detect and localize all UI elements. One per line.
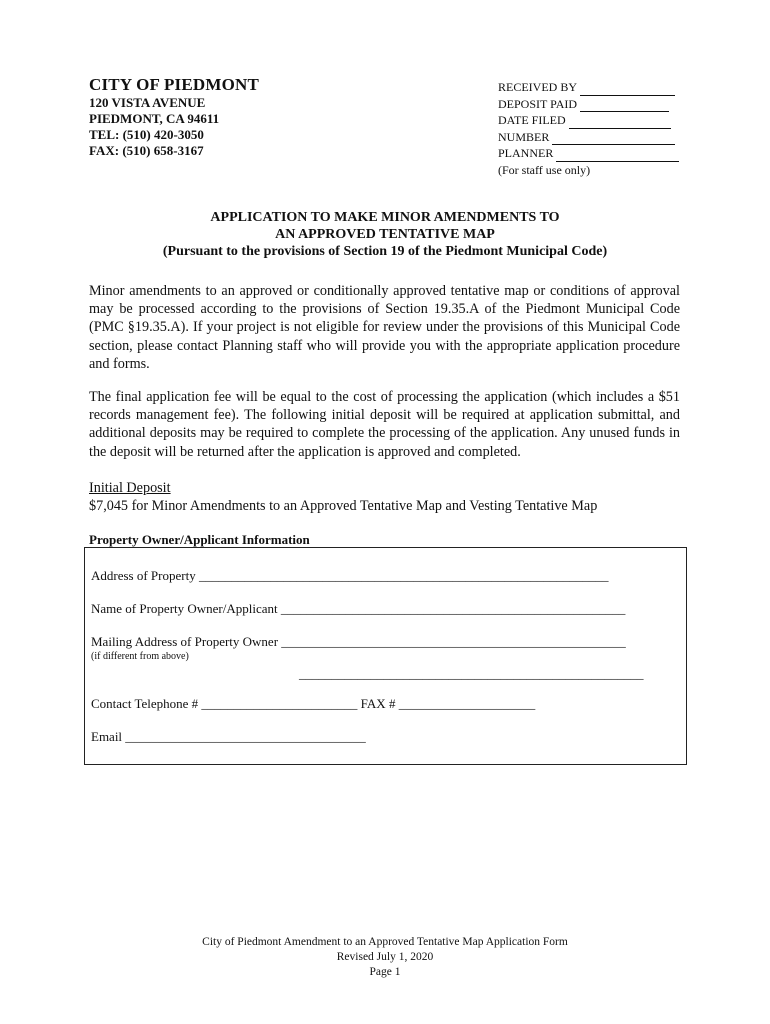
staff-deposit-paid — [498, 96, 679, 113]
email-field[interactable]: _____________________________________ — [125, 729, 366, 744]
owner-name-label: Name of Property Owner/Applicant — [91, 601, 278, 616]
telephone-label: Contact Telephone # — [91, 696, 199, 711]
form-title-line-3: (Pursuant to the provisions of Section 19 of the Piedmont Municipal Code) — [162, 244, 608, 259]
city-address-block — [89, 95, 219, 159]
mailing-address-label: Mailing Address of Property Owner — [91, 634, 279, 649]
staff-date-filed-label: DATE FILED — [498, 113, 566, 127]
address-fax: FAX: (510) 658-3167 — [89, 143, 204, 158]
staff-use-note: (For staff use only) — [498, 162, 591, 177]
address-telephone: TEL: (510) 420-3050 — [89, 127, 204, 142]
form-title-line-1: APPLICATION TO MAKE MINOR AMENDMENTS TO — [210, 210, 560, 225]
initial-deposit-amount: $7,045 for Minor Amendments to an Approved Tentative Map and Vesting Tentative Map — [89, 498, 598, 514]
staff-received-by-label: RECEIVED BY — [498, 80, 577, 94]
mailing-address-row — [91, 634, 626, 650]
email-row — [91, 729, 366, 745]
staff-use-block — [498, 79, 679, 178]
owner-name-field[interactable]: _____________________________________________________ — [280, 601, 626, 616]
staff-number-line[interactable] — [552, 132, 675, 145]
property-address-field[interactable]: _______________________________________________________________ — [198, 568, 609, 583]
mailing-address-field-2[interactable]: _____________________________________________________ — [299, 666, 644, 681]
fee-paragraph: The final application fee will be equal to the cost of processing the application (which includes a $51 records management fee). The following initial deposit will be required at application submittal, and additional deposits may be required to complete the processing of the application. Any unused funds in the deposit will be returned after the application is approved and completed. — [89, 389, 680, 460]
mailing-address-field[interactable]: _____________________________________________________ — [281, 634, 626, 649]
owner-name-row — [91, 601, 625, 617]
address-city: PIEDMONT, CA 94611 — [89, 111, 220, 126]
fax-field[interactable]: _____________________ — [398, 696, 536, 711]
staff-number — [498, 129, 679, 146]
staff-planner-line[interactable] — [556, 149, 679, 162]
staff-planner-label: PLANNER — [498, 146, 554, 160]
form-title — [84, 209, 686, 260]
staff-date-filed — [498, 112, 679, 129]
email-label: Email — [91, 729, 123, 744]
telephone-field[interactable]: ________________________ — [201, 696, 358, 711]
city-name: CITY OF PIEDMONT — [89, 75, 260, 94]
page-footer — [0, 935, 770, 980]
form-title-line-2: AN APPROVED TENTATIVE MAP — [275, 227, 495, 242]
staff-deposit-paid-label: DEPOSIT PAID — [498, 96, 578, 111]
footer-form-name: City of Piedmont Amendment to an Approved Tentative Map Application Form — [202, 936, 568, 948]
address-street: 120 VISTA AVENUE — [89, 95, 206, 110]
staff-date-filed-line[interactable] — [569, 116, 671, 129]
property-address-row — [91, 568, 608, 584]
fax-label: FAX # — [360, 696, 396, 711]
owner-info-box — [84, 547, 687, 765]
property-address-label: Address of Property — [91, 568, 196, 583]
mailing-address-note: (if different from above) — [91, 651, 189, 662]
owner-section-heading: Property Owner/Applicant Information — [89, 532, 310, 547]
initial-deposit-heading: Initial Deposit — [89, 480, 171, 496]
staff-planner — [498, 145, 679, 162]
contact-row — [91, 696, 535, 712]
initial-deposit — [89, 479, 597, 515]
staff-deposit-paid-line[interactable] — [580, 99, 669, 112]
staff-number-label: NUMBER — [498, 129, 550, 144]
footer-page-number: Page 1 — [369, 966, 401, 978]
staff-received-by-line[interactable] — [580, 83, 675, 96]
staff-received-by — [498, 79, 679, 96]
intro-paragraph: Minor amendments to an approved or conditionally approved tentative map or conditions of approval may be processed according to the provisions of Section 19.35.A of the Piedmont Municipal Code (PMC §19.35.A). If your project is not eligible for review under the provisions of this Municipal Code section, please contact Planning staff who will provide you with the appropriate application procedure and forms. — [89, 283, 680, 372]
footer-revised-date: Revised July 1, 2020 — [336, 951, 434, 963]
